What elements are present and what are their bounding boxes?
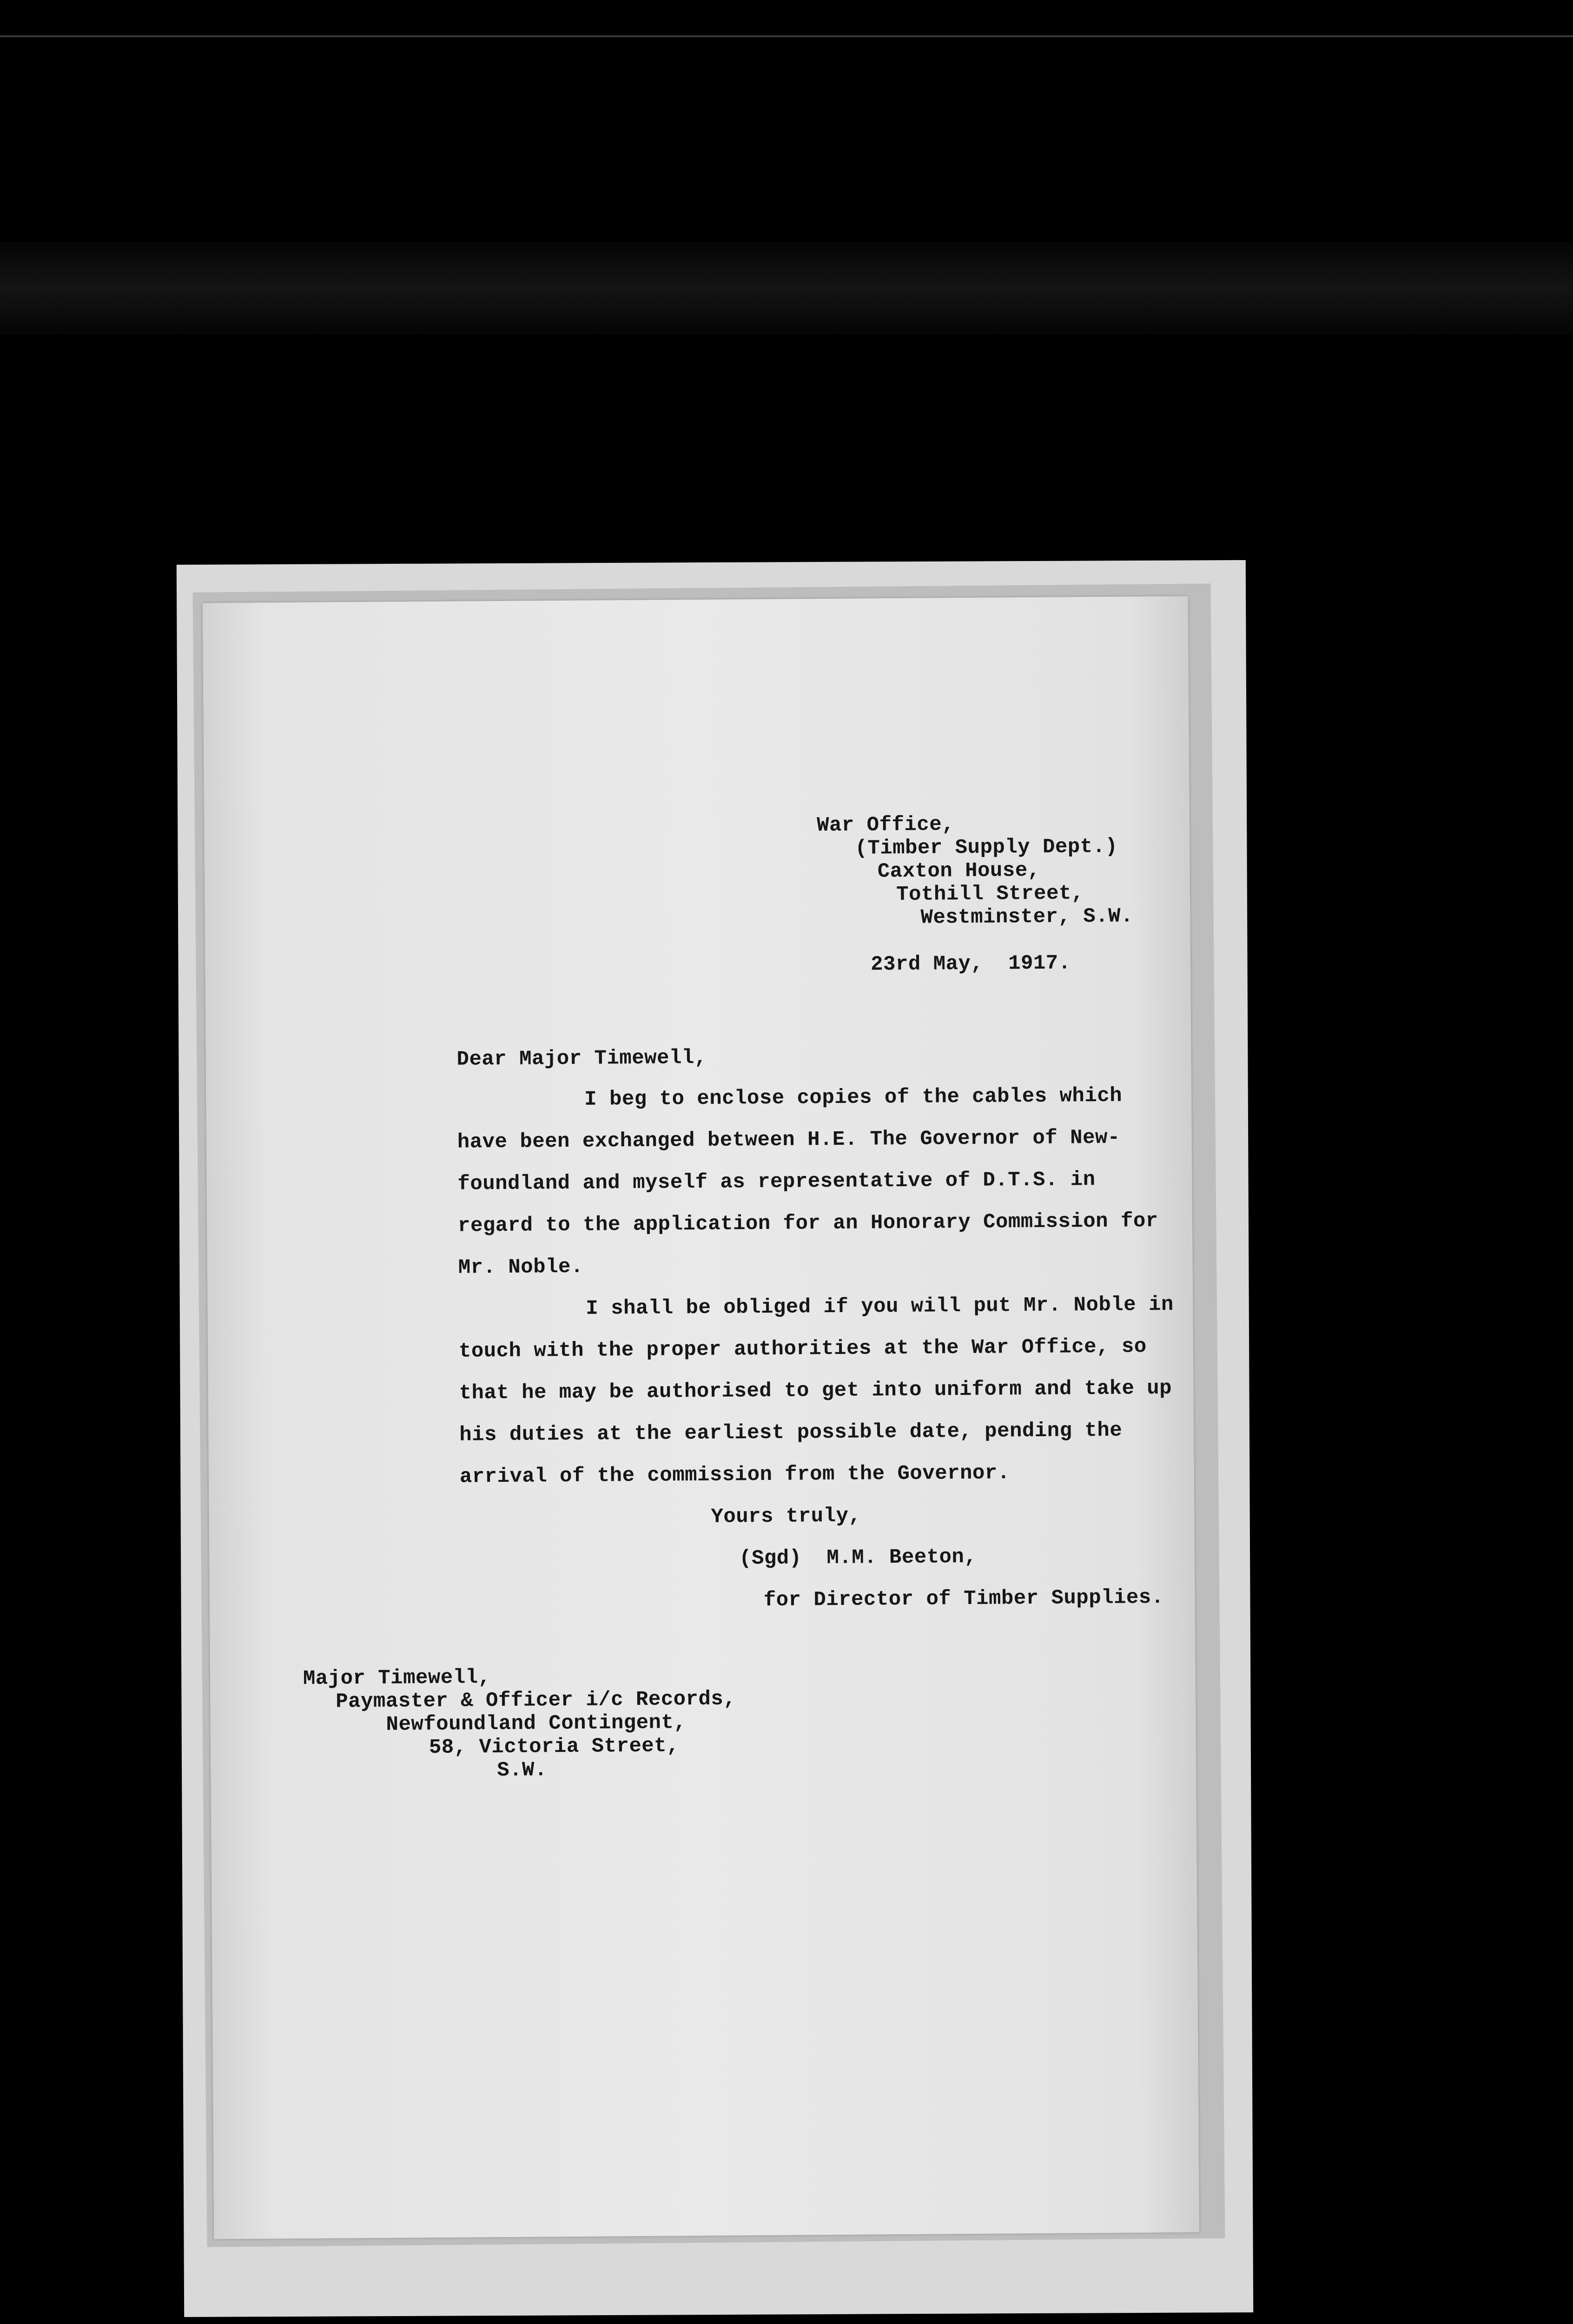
- scan-edge-line: [0, 35, 1573, 37]
- body-line-3: foundland and myself as representative of D.T.S. in: [457, 1168, 1096, 1196]
- body-line-9: his duties at the earliest possible date, pending the: [459, 1419, 1123, 1447]
- body-line-6: I shall be obliged if you will put Mr. Noble in: [586, 1293, 1174, 1320]
- sender-address-line-2: (Timber Supply Dept.): [855, 835, 1118, 860]
- signature: (Sgd) M.M. Beeton,: [739, 1545, 977, 1571]
- sender-address-line-1: War Office,: [816, 813, 955, 838]
- body-line-2: have been exchanged between H.E. The Governor of New-: [457, 1126, 1120, 1154]
- recipient-line-4: 58, Victoria Street,: [429, 1734, 680, 1760]
- closing: Yours truly,: [711, 1504, 861, 1529]
- body-line-7: touch with the proper authorities at the War Office, so: [458, 1335, 1147, 1363]
- body-line-5: Mr. Noble.: [458, 1255, 583, 1280]
- sender-address-line-3: Caxton House,: [877, 858, 1040, 884]
- sender-address-line-5: Westminster, S.W.: [920, 905, 1134, 930]
- body-line-1: I beg to enclose copies of the cables which: [584, 1084, 1123, 1111]
- recipient-line-5: S.W.: [497, 1758, 548, 1783]
- film-band: [0, 242, 1573, 335]
- body-line-4: regard to the application for an Honorary Commission for: [457, 1209, 1158, 1238]
- recipient-line-1: Major Timewell,: [303, 1666, 491, 1690]
- letter-date: 23rd May, 1917.: [871, 951, 1071, 977]
- letter-sheet: [203, 596, 1200, 2239]
- recipient-line-3: Newfoundland Contingent,: [386, 1711, 687, 1736]
- letter-text: [203, 596, 1200, 2239]
- body-line-10: arrival of the commission from the Governor.: [459, 1461, 1010, 1489]
- recipient-line-2: Paymaster & Officer i/c Records,: [336, 1687, 736, 1714]
- body-line-8: that he may be authorised to get into uniform and take up: [459, 1376, 1172, 1405]
- sender-address-line-4: Tothill Street,: [896, 882, 1084, 907]
- signature-title: for Director of Timber Supplies.: [763, 1586, 1164, 1612]
- salutation: Dear Major Timewell,: [456, 1046, 707, 1071]
